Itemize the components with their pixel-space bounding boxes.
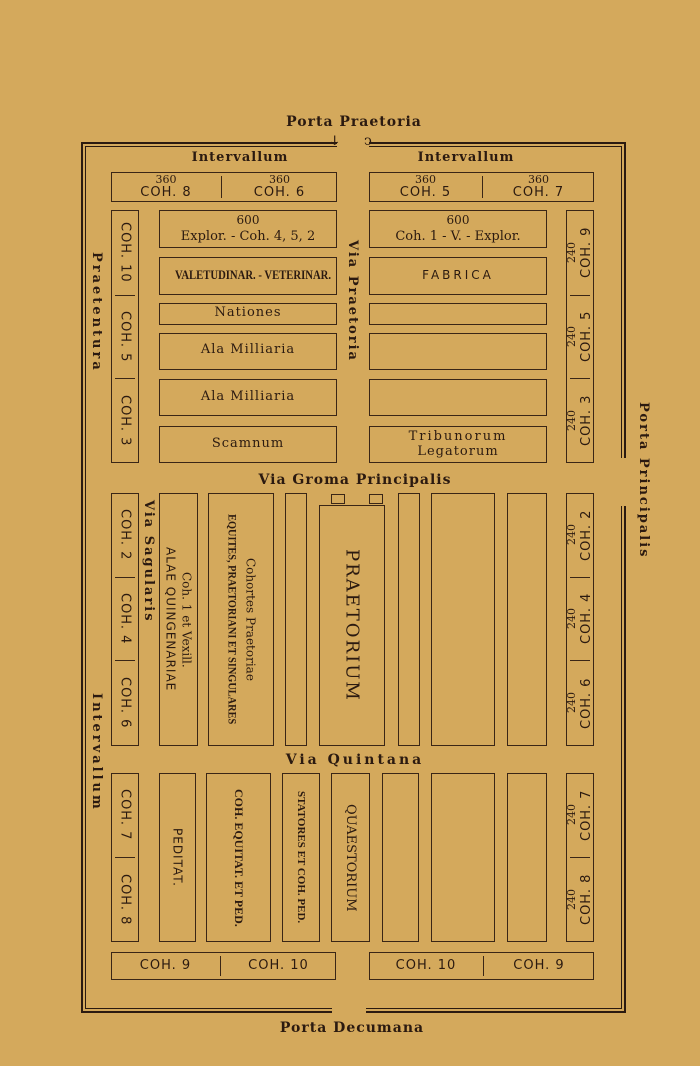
middle-empty-2 [507,493,547,746]
intervallum-top-left: Intervallum [191,150,289,165]
right-lower-num-1: 240 [565,804,578,826]
left-lower-cohort-1: COH. 7 [117,789,133,841]
right-lower-cohort-1: COH. 7 [579,789,594,841]
gate-gap-decumana [332,1005,366,1017]
right-upper-cell-3 [566,378,594,463]
left-upper-cohort-3: COH. 3 [117,394,133,447]
middle-strip-left [285,493,307,746]
alae-sub-label: Coh. 1 et Vexill. [179,571,194,668]
left-middle-cohort-1: COH. 2 [117,509,133,561]
coh-equitat-cell [206,773,271,942]
equites-sub-label: Cohortes Praetoriae [243,558,258,681]
left-upper-cell-3 [111,378,139,463]
left-middle-cohort-3: COH. 6 [117,677,133,729]
left-upper-cohort-2: COH. 5 [117,310,133,363]
coh-equitat-label: COH. EQUITAT. ET PED. [232,788,246,927]
bottom-right-b-label: COH. 9 [513,958,565,973]
right-lower-cell-1 [566,773,594,857]
lower-empty-1 [382,773,419,942]
scamnum-label: Scamnum [211,436,285,451]
alae-label: ALAE QUINGENARIAE [163,547,178,692]
explor-left-label: Explor. - Coh. 4, 5, 2 [180,229,316,244]
top-right-a-num: 360 [415,173,436,186]
intervallum-top-right: Intervallum [417,150,515,165]
right-middle-cohort-3: COH. 6 [579,677,594,729]
ala-milliaria-1-label: Ala Milliaria [200,342,296,357]
top-right-a-label: COH. 5 [399,185,452,200]
right-middle-cell-3 [566,660,594,746]
gate-mark-praetoria-r: ↄ [364,133,372,149]
right-middle-num-1: 240 [565,524,578,546]
right-middle-cohort-1: COH. 2 [579,509,594,561]
intervallum-side-label: Intervallum [89,693,104,812]
lower-empty-2 [431,773,495,942]
statores-cell [282,773,320,942]
right-middle-num-3: 240 [565,692,578,714]
right-lower-cohort-2: COH. 8 [579,873,594,926]
via-principalis-label: Via Groma Principalis [258,472,452,488]
explor-left-num: 600 [236,213,260,227]
left-middle-cell-2 [111,577,139,660]
right-empty-2 [369,333,547,370]
via-praetoria-label: Via Praetoria [345,240,360,362]
praetorium-knob-right [369,494,383,504]
right-upper-cohort-2: COH. 5 [579,310,594,363]
right-upper-num-1: 240 [565,242,578,263]
right-upper-cell-2 [566,295,594,378]
top-left-a-num: 360 [155,173,177,186]
left-middle-cell-1 [111,493,139,577]
left-lower-cohort-2: COH. 8 [117,873,133,926]
right-empty-1 [369,303,547,325]
legatorum-label: Legatorum [417,444,499,459]
top-left-b-label: COH. 6 [253,185,306,200]
right-middle-cohort-2: COH. 4 [579,592,594,645]
right-upper-cell-1 [566,210,594,295]
tribunorum-label: Tribunorum [408,429,508,444]
top-right-b-num: 360 [528,173,549,186]
right-lower-num-2: 240 [565,889,578,910]
bottom-right-a-label: COH. 10 [395,958,457,973]
praetorium-knob-left [331,494,345,504]
ala-milliaria-2-label: Ala Milliaria [200,389,296,404]
middle-strip-right [398,493,420,746]
right-middle-cell-2 [566,577,594,660]
gate-principalis-label: Porta Principalis [636,402,651,559]
equites-label: EQUITES, PRAETORIANI ET SINGULARES [225,514,240,725]
right-upper-num-3: 240 [565,410,578,431]
top-left-b-num: 360 [269,173,290,186]
left-middle-cell-3 [111,660,139,746]
bottom-left-a-label: COH. 9 [139,958,192,973]
explor-right-num: 600 [446,213,470,227]
statores-label: STATORES ET COH. PED. [295,791,307,924]
peditat-label: PEDITAT. [170,828,185,887]
gate-mark-praetoria: ↆ [331,133,339,149]
right-middle-cell-1 [566,493,594,577]
right-lower-cell-2 [566,857,594,942]
left-upper-cell-1 [111,210,139,295]
valetudinar-label: VALETUDINAR. - VETERINAR. [175,267,332,282]
gate-gap-principalis [617,458,631,506]
praetorium-label: PRAETORIUM [341,549,363,702]
via-sagularis-label: Via Sagularis [141,500,156,623]
bottom-left-b-label: COH. 10 [248,958,309,973]
top-right-b-label: COH. 7 [512,185,565,200]
top-left-a-label: COH. 8 [140,185,192,200]
praetorium-cell [319,505,385,746]
nationes-label: Nationes [214,305,282,320]
gate-decumana-label: Porta Decumana [279,1020,425,1036]
quaestorium-cell [331,773,370,942]
equites-cell [208,493,274,746]
left-middle-cohort-2: COH. 4 [117,592,133,645]
right-upper-cohort-3: COH. 3 [579,394,594,447]
left-lower-cell-1 [111,773,139,857]
left-upper-cell-2 [111,295,139,378]
via-quintana-label: Via Quintana [285,752,425,768]
explor-right-label: Coh. 1 - V. - Explor. [395,229,521,244]
alae-cell [159,493,198,746]
gate-praetoria-label: Porta Praetoria [286,114,422,130]
right-empty-3 [369,379,547,416]
right-upper-cohort-1: COH. 9 [579,226,594,279]
left-lower-cell-2 [111,857,139,942]
right-upper-num-2: 240 [565,326,578,347]
peditat-cell [159,773,196,942]
middle-empty-1 [431,493,495,746]
praetentura-label: Praetentura [89,252,104,373]
quaestorium-label: QUAESTORIUM [343,803,358,912]
left-upper-cohort-1: COH. 10 [117,222,133,283]
lower-empty-3 [507,773,547,942]
right-middle-num-2: 240 [565,608,578,629]
fabrica-label: FABRICA [422,268,494,282]
